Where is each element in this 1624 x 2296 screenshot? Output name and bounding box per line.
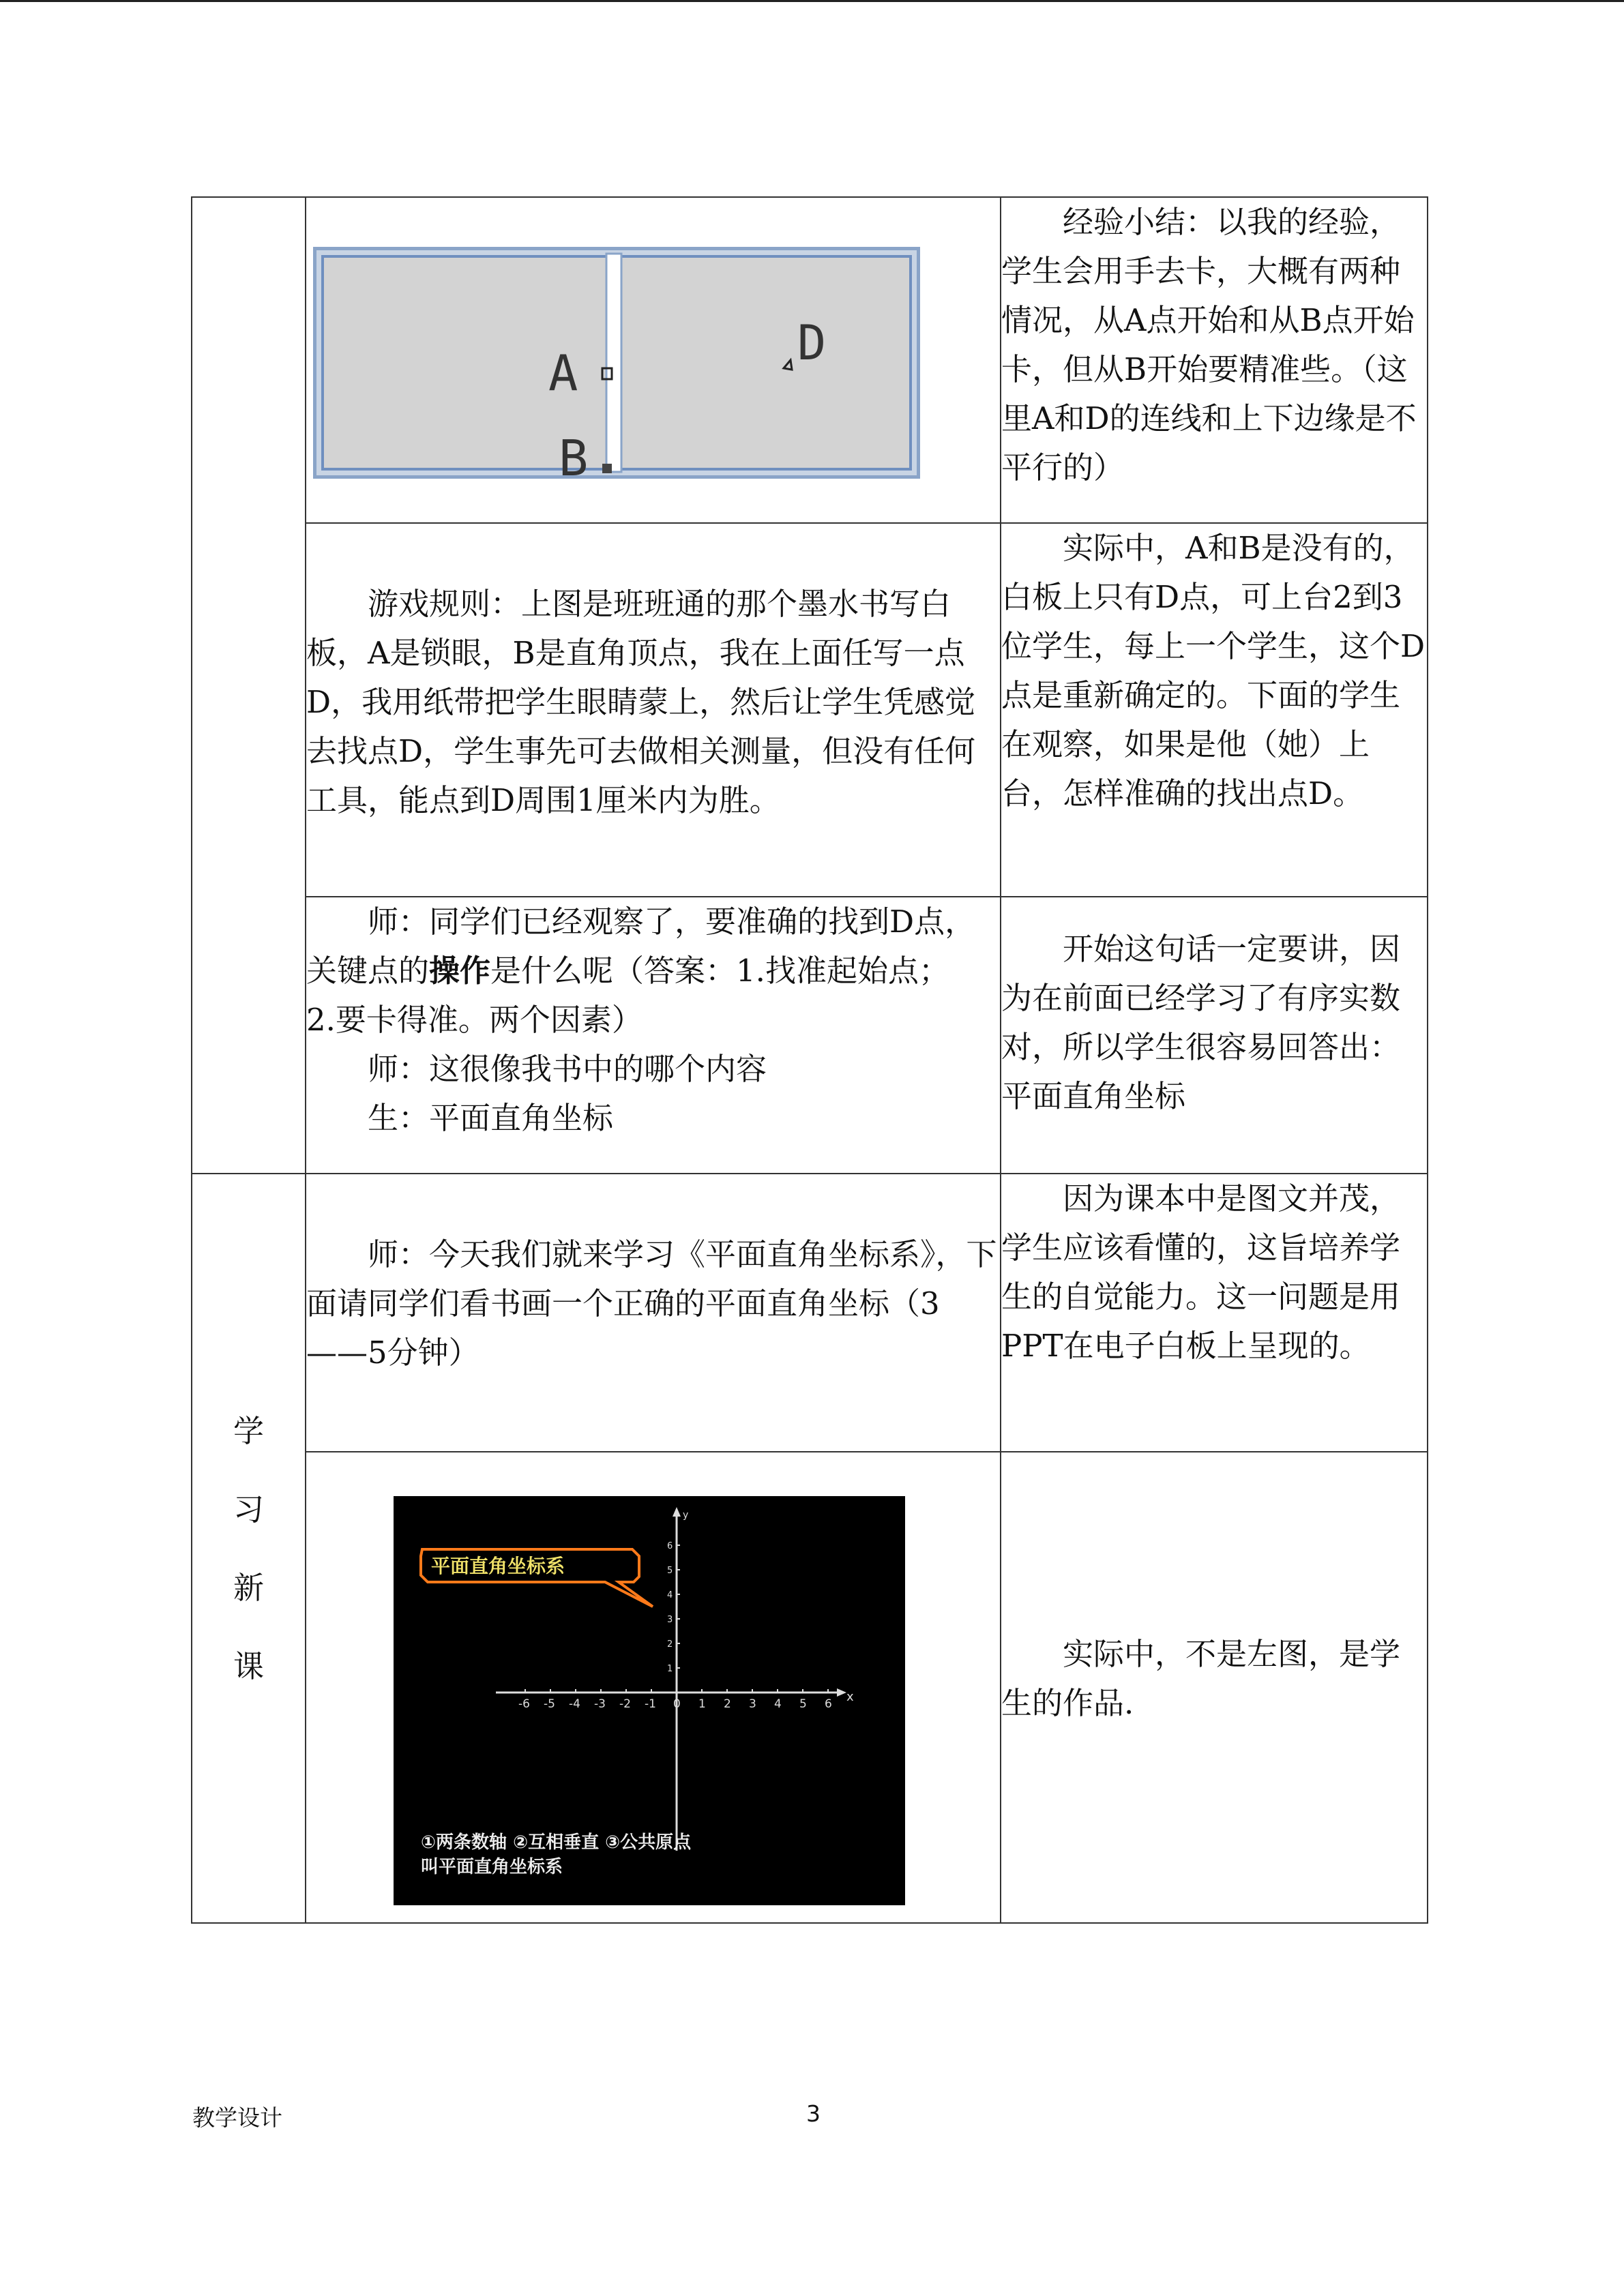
content-cell-4 (306, 1174, 1001, 1452)
x-tick-label: -2 (619, 1697, 631, 1711)
note-cell-5 (1001, 1452, 1428, 1923)
whiteboard-figure-cell (306, 197, 1001, 523)
y-tick-label: 6 (667, 1541, 673, 1551)
whiteboard-diagram (313, 247, 920, 479)
y-tick-label: 2 (667, 1639, 673, 1650)
x-tick-label: -5 (544, 1697, 555, 1711)
dialog-line: 关键点的操作是什么呢（答案：1.找准起始点； (306, 953, 949, 989)
note-text: 开始这句话一定要讲，因为在前面已经学习了有序实数对，所以学生很容易回答出：平面直角坐标 (1001, 931, 1401, 1114)
table-row (192, 1452, 1428, 1923)
figure-caption-line1: ①两条数轴 ②互相垂直 ③公共原点 (421, 1832, 692, 1853)
x-tick-label: 3 (749, 1697, 756, 1711)
dialog-line: 2.要卡得准。两个因素） (306, 1002, 643, 1038)
coordinate-figure-cell (306, 1452, 1001, 1923)
content-cell-2 (306, 523, 1001, 897)
x-axis-label: x (846, 1690, 854, 1704)
callout-text: 平面直角坐标系 (431, 1555, 565, 1577)
game-rules-text: 游戏规则：上图是班班通的那个墨水书写白板，A是锁眼，B是直角顶点，我在上面任写一点D，我用纸带把学生眼睛蒙上，然后让学生凭感觉去找点D，学生事先可去做相关测量，但没有任何工具，能点到D周围1厘米内为胜。 (306, 586, 976, 818)
note-text: 实际中，A和B是没有的，白板上只有D点，可上台2到3位学生，每上一个学生，这个D点是重新确定的。下面的学生在观察，如果是他（她）上台，怎样准确的找出点D。 (1001, 530, 1426, 811)
note-text: 经验小结：以我的经验，学生会用手去卡，大概有两种情况，从A点开始和从B点开始卡，但从B开始要精准些。（这里A和D的连线和上下边缘是不平行的） (1001, 204, 1417, 486)
label-b: B (559, 430, 589, 479)
dialog-line: 师：这很像我书中的哪个内容 (368, 1051, 767, 1087)
x-tick-label: -6 (518, 1697, 530, 1711)
table-row (192, 523, 1428, 897)
x-tick-label: 4 (774, 1697, 782, 1711)
note-cell-2 (1001, 523, 1428, 897)
table-row (192, 897, 1428, 1174)
y-tick-label: 5 (667, 1566, 673, 1576)
stage-label: 学 习 新 课 (233, 1412, 264, 1684)
x-tick-label: 2 (724, 1697, 731, 1711)
bold-keyword: 操作 (429, 953, 491, 989)
x-tick-label: 0 (673, 1697, 681, 1711)
label-d: D (797, 315, 827, 371)
x-tick-label: 1 (698, 1697, 706, 1711)
y-tick-label: 1 (667, 1664, 673, 1674)
x-tick-label: -3 (594, 1697, 606, 1711)
page-top-edge (0, 0, 1624, 2)
note-cell-1 (1001, 197, 1428, 523)
x-tick-label: 5 (799, 1697, 807, 1711)
point-b-marker (602, 464, 612, 473)
y-axis-label: y (683, 1510, 689, 1521)
y-tick-label: 3 (667, 1615, 673, 1625)
content-cell-3 (306, 897, 1001, 1174)
stage-cell-empty (192, 197, 306, 1174)
table-row (192, 1174, 1428, 1452)
dialog-line: 生：平面直角坐标 (368, 1100, 614, 1136)
dialog-line: 师：同学们已经观察了，要准确的找到D点， (368, 904, 976, 940)
board-panel-right (619, 256, 911, 469)
x-tick-label: -4 (569, 1697, 580, 1711)
lesson-intro-text: 师：今天我们就来学习《平面直角坐标系》，下面请同学们看书画一个正确的平面直角坐标（3——5分钟） (306, 1236, 997, 1371)
x-tick-label: -1 (645, 1697, 656, 1711)
coordinate-system-figure (394, 1496, 905, 1905)
stage-cell (192, 1174, 306, 1923)
y-tick-label: 4 (667, 1590, 673, 1600)
lesson-plan-table (191, 196, 1428, 1924)
table-row (192, 197, 1428, 523)
footer-doc-title: 教学设计 (192, 2104, 282, 2131)
x-tick-label: 6 (825, 1697, 832, 1711)
note-text: 实际中，不是左图，是学生的作品. (1001, 1636, 1401, 1721)
note-text: 因为课本中是图文并茂，学生应该看懂的，这旨培养学生的自觉能力。这一问题是用PPT在电子白板上呈现的。 (1001, 1180, 1401, 1364)
figure-caption-line2: 叫平面直角坐标系 (421, 1857, 563, 1877)
footer-page-number: 3 (806, 2100, 821, 2127)
note-cell-3 (1001, 897, 1428, 1174)
label-a: A (548, 344, 578, 402)
note-cell-4 (1001, 1174, 1428, 1452)
